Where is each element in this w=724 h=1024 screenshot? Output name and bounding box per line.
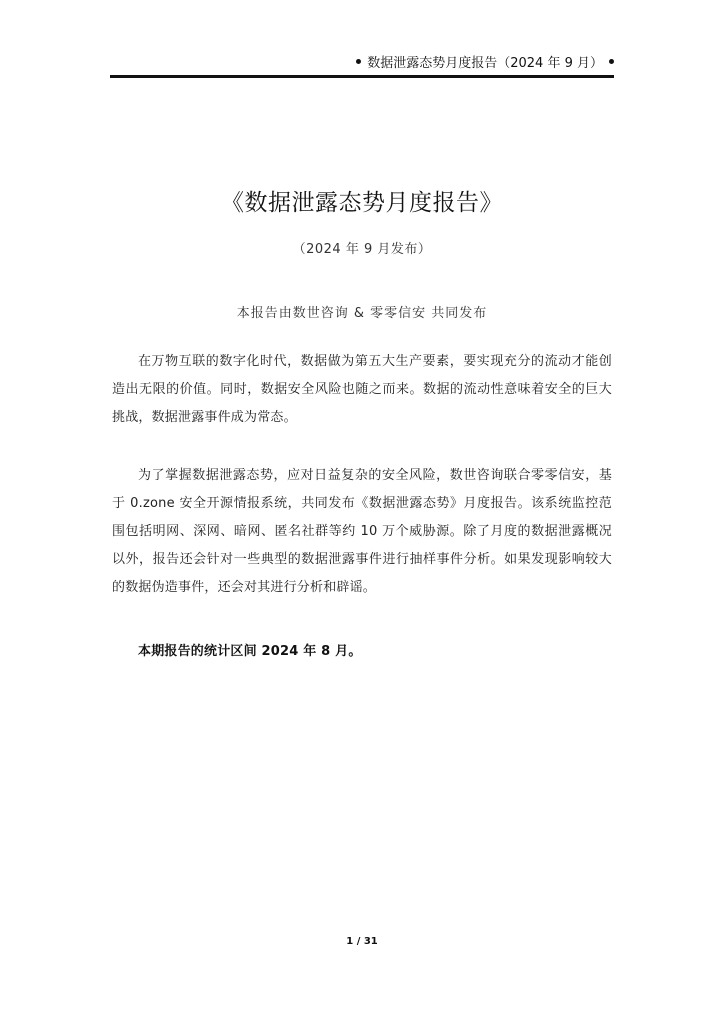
header-rule xyxy=(110,75,614,78)
period-statement: 本期报告的统计区间 2024 年 8 月。 xyxy=(138,644,362,659)
intro-paragraph: 在万物互联的数字化时代，数据做为第五大生产要素，要实现充分的流动才能创造出无限的价值。同时，数据安全风险也随之而来。数据的流动性意味着安全的巨大挑战，数据泄露事件成为常态。 xyxy=(112,354,612,425)
bullet-icon xyxy=(356,59,361,64)
document-title: 《数据泄露态势月度报告》 xyxy=(221,190,503,216)
page-number: 1 / 31 xyxy=(346,936,378,947)
purpose-paragraph: 为了掌握数据泄露态势，应对日益复杂的安全风险，数世咨询联合零零信安，基于 0.zone 安全开源情报系统，共同发布《数据泄露态势》月度报告。该系统监控范围包括明网、深网、暗网、匿名社群等约 10 万个威胁源。除了月度的数据泄露概况以外，报告还会针对一些典型的数据泄露事件进行抽样事件分析。如果发现影响较大的数据伪造事件，还会对其进行分析和辟谣。 xyxy=(112,468,612,595)
running-header-title: 数据泄露态势月度报告（2024 年 9 月） xyxy=(367,55,603,71)
document-subtitle: （2024 年 9 月发布） xyxy=(292,242,432,257)
running-header xyxy=(110,48,614,74)
bullet-icon xyxy=(609,59,614,64)
publisher-line: 本报告由数世咨询 & 零零信安 共同发布 xyxy=(236,306,488,321)
